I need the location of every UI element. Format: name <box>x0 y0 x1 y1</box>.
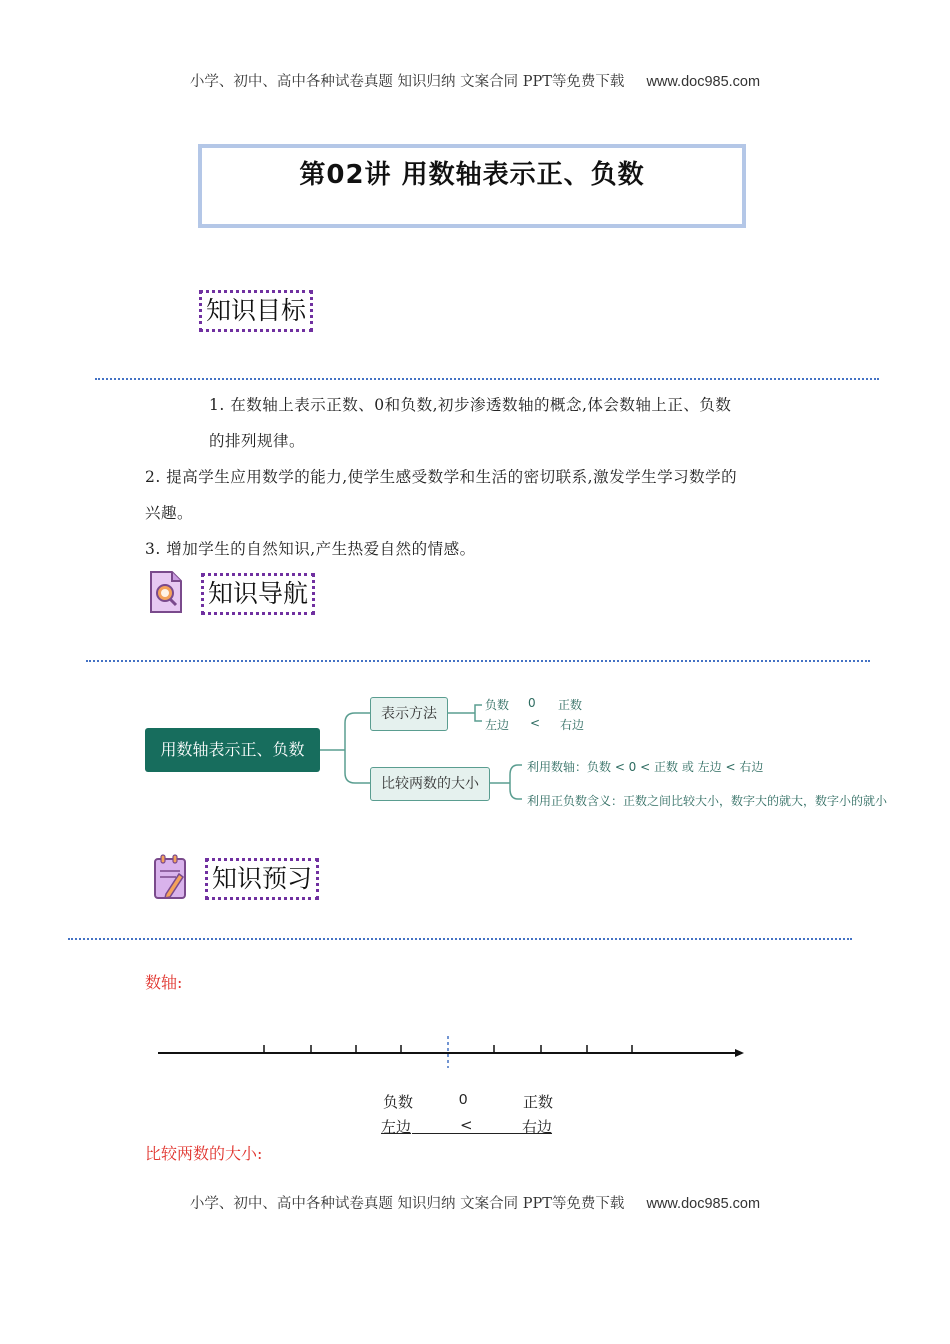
compare-heading: 比较两数的大小: <box>145 1144 263 1163</box>
number-line-heading: 数轴: <box>145 973 183 992</box>
axis-label-negative: 负数 <box>383 1093 414 1111</box>
axis-label-less-than: < <box>460 1116 473 1134</box>
header-site[interactable]: www.doc985.com <box>646 74 761 90</box>
mindmap-leaf-left: 左边 <box>485 718 510 732</box>
mindmap-node-compare: 比较两数的大小 <box>370 767 490 801</box>
goal-3: 3. 增加学生的自然知识,产生热爱自然的情感。 <box>145 540 476 558</box>
page-title: 第02讲 用数轴表示正、负数 <box>299 160 645 190</box>
mindmap-leaf-less-than: < <box>530 716 541 730</box>
footer-site[interactable]: www.doc985.com <box>646 1196 761 1212</box>
axis-label-right: 右边 <box>522 1118 553 1136</box>
section-preview-heading: 知识预习 <box>205 858 319 900</box>
mindmap-leaf-zero: 0 <box>528 696 536 710</box>
footer-text: 小学、初中、高中各种试卷真题 知识归纳 文案合同 PPT等免费下载 <box>189 1196 625 1212</box>
axis-label-positive: 正数 <box>523 1093 554 1111</box>
section-nav-heading: 知识导航 <box>201 573 315 615</box>
mindmap-node-method: 表示方法 <box>370 697 448 731</box>
goal-2-line-2: 兴趣。 <box>145 504 194 522</box>
axis-label-left: 左边 <box>381 1118 412 1136</box>
goal-2-line-1: 2. 提高学生应用数学的能力,使学生感受数学和生活的密切联系,激发学生学习数学的 <box>145 468 738 486</box>
goal-1-line-1: 1. 在数轴上表示正数、0和负数,初步渗透数轴的概念,体会数轴上正、负数 <box>209 396 732 414</box>
mindmap-leaf-positive: 正数 <box>558 698 583 712</box>
goal-1-line-2: 的排列规律。 <box>209 432 306 450</box>
axis-label-underline <box>412 1133 524 1134</box>
page-footer <box>0 1192 950 1213</box>
section-goals-heading: 知识目标 <box>199 290 313 332</box>
mindmap-leaf-negative: 负数 <box>485 698 510 712</box>
axis-label-zero: 0 <box>459 1091 468 1108</box>
mindmap-root: 用数轴表示正、负数 <box>145 728 320 772</box>
header-text: 小学、初中、高中各种试卷真题 知识归纳 文案合同 PPT等免费下载 <box>189 74 625 90</box>
mindmap-leaf-meaning-method: 利用正负数含义：正数之间比较大小，数字大的就大，数字小的就小 <box>527 794 888 808</box>
mindmap-leaf-numberline-method: 利用数轴：负数 < 0 < 正数 或 左边 < 右边 <box>527 760 764 774</box>
mindmap-leaf-right: 右边 <box>560 718 585 732</box>
